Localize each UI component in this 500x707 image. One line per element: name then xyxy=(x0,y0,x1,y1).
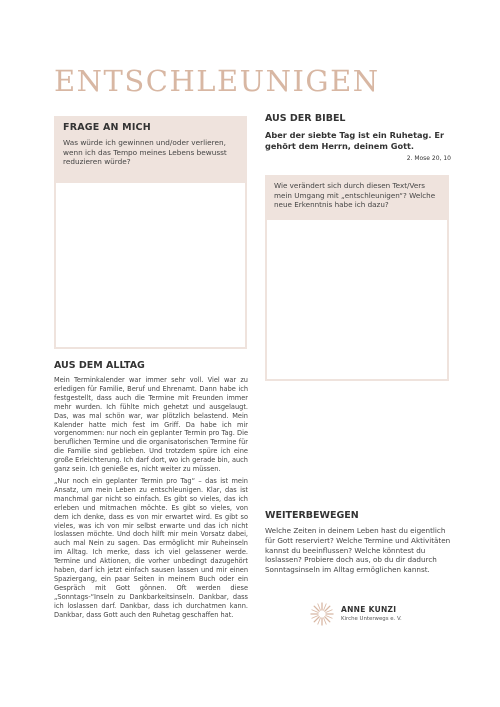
frage-an-mich-question: Was würde ich gewinnen und/oder verlieren, wenn ich das Tempo meines Lebens bewusst reduzieren würde? xyxy=(63,138,227,167)
aus-dem-alltag-heading: AUS DEM ALLTAG xyxy=(54,360,145,371)
frage-an-mich-answer-area[interactable] xyxy=(56,183,245,347)
weiterbewegen-heading: WEITERBEWEGEN xyxy=(265,510,359,521)
weiterbewegen-text: Welche Zeiten in deinem Leben hast du eigentlich für Gott reserviert? Welche Termine und Aktivitäten kannst du beeinflussen? Welche könntest du loslassen? Probiere doch aus, ob du dir dadurch Sonntagsinseln im Alltag ermöglichen kannst. xyxy=(265,526,451,575)
bible-reference: 2. Mose 20, 10 xyxy=(406,155,451,162)
author-name: ANNE KUNZI xyxy=(341,605,397,614)
bible-verse: Aber der siebte Tag ist ein Ruhetag. Er gehört dem Herrn, deinem Gott. xyxy=(265,130,445,151)
page-title: ENTSCHLEUNIGEN xyxy=(54,64,380,98)
bibel-reflection-question: Wie verändert sich durch diesen Text/Vers mein Umgang mit „entschleunigen“? Welche neue Erkenntnis habe ich dazu? xyxy=(274,181,436,209)
sunburst-logo-icon xyxy=(310,602,334,626)
frage-an-mich-heading: FRAGE AN MICH xyxy=(63,122,151,133)
aus-dem-alltag-body xyxy=(54,376,248,622)
bibel-reflection-answer-area[interactable] xyxy=(267,220,447,379)
alltag-paragraph: „Nur noch ein geplanter Termin pro Tag“ – das ist mein Ansatz, um mein Leben zu entschleunigen. Klar, das ist manchmal gar nicht so einfach. Es gibt so vieles, das ich erleben und mitmachen möchte. Es gibt so vieles, von dem ich denke, dass es von mir erwartet wird. Es gibt so vieles, was ich von mir selbst erwarte und das ich nicht loslassen möchte. Und doch hilft mir mein Vorsatz dabei, auch mal Nein zu sagen. Das ermöglicht mir Ruheinseln im Alltag. Ich merke, dass ich viel gelassener werde. Termine und Aktionen, die vorher unbedingt dazugehört haben, darf ich jetzt einfach sausen lassen und mir einen Spaziergang, ein paar Seiten in meinem Buch oder ein Gespräch mit Gott gönnen. Oft werden diese „Sonntags-“Inseln zu Dankbarkeitsinseln. Dankbar, dass ich loslassen darf. Dankbar, dass ich durchatmen kann. Dankbar, dass Gott auch den Ruhetag geschaffen hat. xyxy=(54,476,248,619)
frage-an-mich-box xyxy=(54,116,247,349)
alltag-paragraph: Mein Terminkalender war immer sehr voll. Viel war zu erledigen für Familie, Beruf und Ehrenamt. Dann habe ich festgestellt, dass auch die Termine mit Freunden immer mehr wurden. Ich fühlte mich gehetzt und ausgelaugt. Das, was mal schön war, war plötzlich belastend. Mein Kalender hatte mich fest im Griff. Da habe ich mir vorgenommen: nur noch ein geplanter Termin pro Tag. Die beruflichen Termine und die organisatorischen Termine für die Familie sind geblieben. Und trotzdem spüre ich eine große Erleichterung. Ich darf dort, wo ich gerade bin, auch ganz sein. Ich genieße es, nicht weiter zu müssen. xyxy=(54,376,248,474)
bibel-reflection-box xyxy=(265,175,449,381)
aus-der-bibel-heading: AUS DER BIBEL xyxy=(265,113,346,124)
author-org: Kirche Unterwegs e. V. xyxy=(341,616,402,622)
